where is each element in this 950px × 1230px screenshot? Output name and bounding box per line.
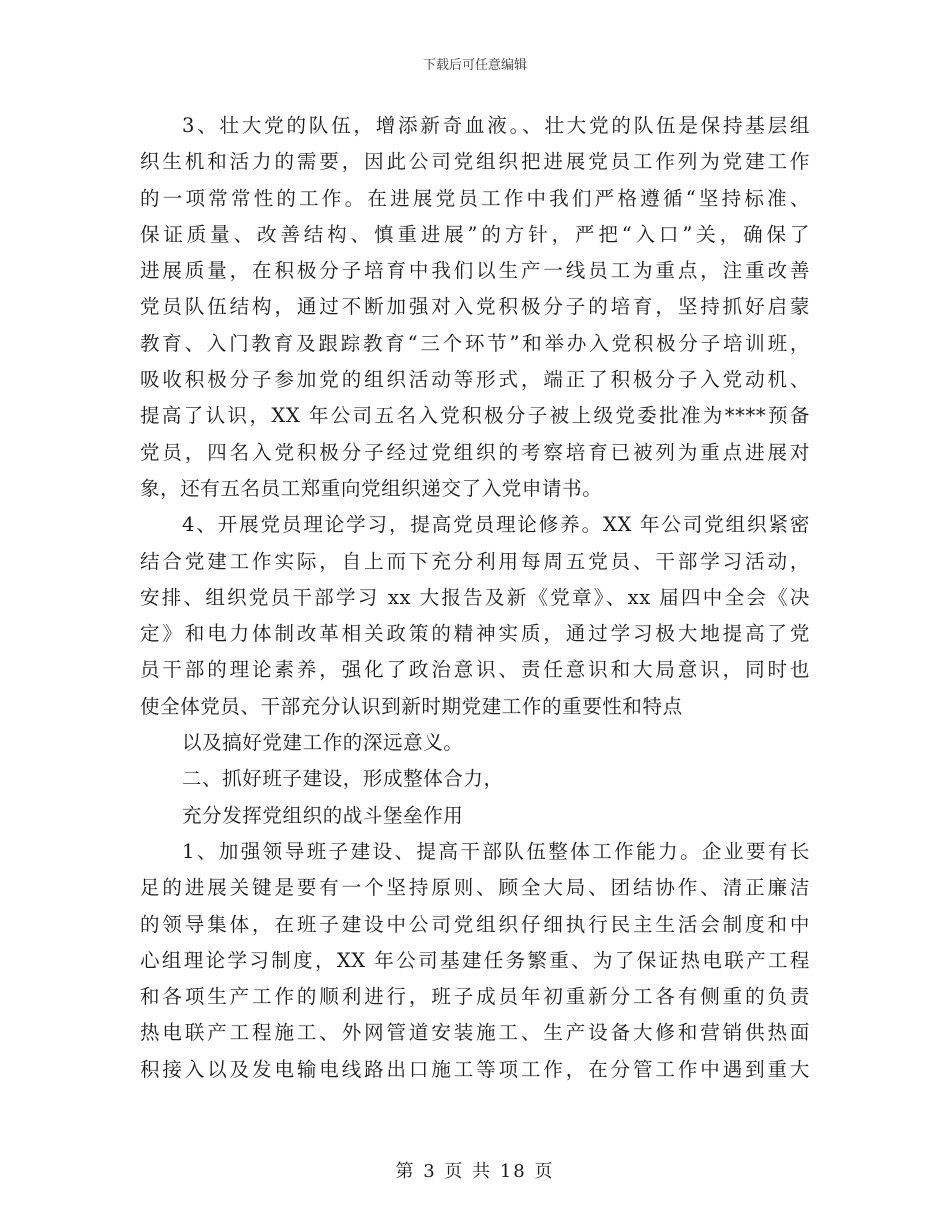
paragraph-line: 和各项生产工作的顺利进行，班子成员年初重新分工各有侧重的负责 bbox=[140, 985, 810, 1009]
paragraph-line: 热电联产工程施工、外网管道安装施工、生产设备大修和营销供热面 bbox=[140, 1021, 810, 1045]
paragraph-line: 以及搞好党建工作的深远意义。 bbox=[182, 731, 464, 755]
paragraph-line: 使全体党员、干部充分认识到新时期党建工作的重要性和特点 bbox=[140, 694, 683, 718]
paragraph-line: 心组理论学习制度，XX 年公司基建任务繁重、为了保证热电联产工程 bbox=[140, 948, 810, 972]
paragraph-line: 提高了认识，XX 年公司五名入党积极分子被上级党委批准为****预备 bbox=[140, 404, 810, 428]
paragraph-line: 积接入以及发电输电线路出口施工等项工作，在分管工作中遇到重大 bbox=[140, 1057, 810, 1081]
paragraph-line: 足的进展关键是要有一个坚持原则、顾全大局、团结协作、清正廉洁 bbox=[140, 876, 810, 900]
paragraph-line: 定》和电力体制改革相关政策的精神实质，通过学习极大地提高了党 bbox=[140, 622, 810, 646]
paragraph-line: 3、壮大党的队伍，增添新奇血液。、壮大党的队伍是保持基层组 bbox=[182, 114, 810, 137]
paragraph-line: 4、开展党员理论学习，提高党员理论修养。XX 年公司党组织紧密 bbox=[182, 513, 810, 537]
paragraph-line: 教育、入门教育及跟踪教育“三个环节”和举办入党积极分子培训班， bbox=[140, 331, 810, 355]
paragraph-line: 象，还有五名员工郑重向党组织递交了入党申请书。 bbox=[140, 476, 603, 500]
page-number-footer: 第 3 页 共 18 页 bbox=[395, 1161, 555, 1182]
section-heading: 充分发挥党组织的战斗堡垒作用 bbox=[182, 803, 464, 827]
paragraph-line: 的领导集体，在班子建设中公司党组织仔细执行民主生活会制度和中 bbox=[140, 912, 810, 936]
paragraph-line: 党员，四名入党积极分子经过党组织的考察培育已被列为重点进展对 bbox=[140, 440, 810, 464]
paragraph-line: 安排、组织党员干部学习 xx 大报告及新《党章》、xx 届四中全会《决 bbox=[140, 585, 810, 609]
paragraph-line: 进展质量，在积极分子培育中我们以生产一线员工为重点，注重改善 bbox=[140, 259, 810, 283]
paragraph-line: 结合党建工作实际，自上而下充分利用每周五党员、干部学习活动， bbox=[140, 549, 810, 573]
paragraph-line: 1、加强领导班子建设、提高干部队伍整体工作能力。企业要有长 bbox=[182, 839, 810, 863]
document-body bbox=[140, 108, 810, 1088]
paragraph-line: 织生机和活力的需要，因此公司党组织把进展党员工作列为党建工作 bbox=[140, 150, 810, 174]
paragraph-line: 员干部的理论素养，强化了政治意识、责任意识和大局意识，同时也 bbox=[140, 658, 810, 682]
paragraph-line: 党员队伍结构，通过不断加强对入党积极分子的培育，坚持抓好启蒙 bbox=[140, 295, 810, 319]
section-heading: 二、抓好班子建设，形成整体合力， bbox=[182, 767, 504, 791]
paragraph-line: 吸收积极分子参加党的组织活动等形式，端正了积极分子入党动机、 bbox=[140, 368, 810, 392]
paragraph-line: 保证质量、改善结构、慎重进展”的方针，严把“入口”关，确保了 bbox=[140, 222, 810, 246]
page-header: 下载后可任意编辑 bbox=[422, 58, 527, 73]
paragraph-line: 的一项常常性的工作。在进展党员工作中我们严格遵循“坚持标准、 bbox=[140, 186, 810, 210]
